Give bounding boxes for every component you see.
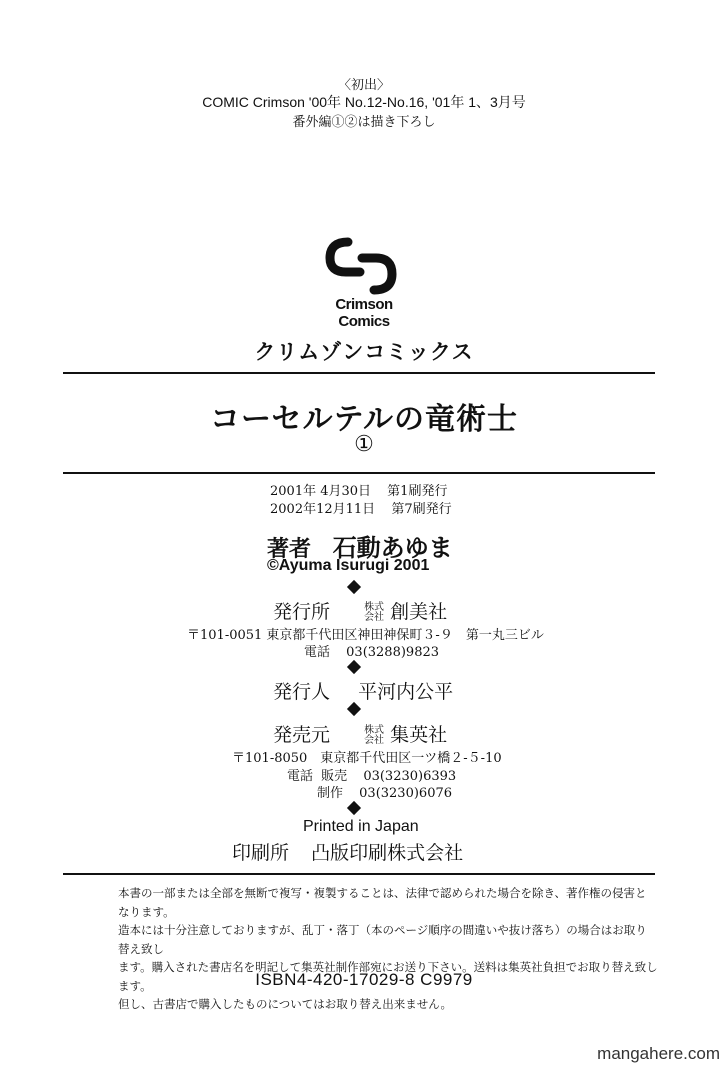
first-pub-line: COMIC Crimson '00年 No.12-No.16, '01年 1、3月号 <box>202 94 526 110</box>
printer-label: 印刷所 <box>232 842 290 864</box>
logo-line-crimson: Crimson <box>335 296 393 313</box>
phone-label: 電話 <box>304 645 331 660</box>
legal-line: 但し、古書店で購入したものについてはお取り替え出来ません。 <box>118 997 452 1011</box>
copyright: ©Ayuma Isurugi 2001 <box>267 557 430 574</box>
print-edition: 第1刷発行 <box>387 484 448 499</box>
distributor-production-row <box>317 782 452 801</box>
production-label: 制作 <box>317 786 344 801</box>
divider <box>63 372 655 374</box>
logo-line-comics: Comics <box>338 313 390 330</box>
diamond-separator <box>347 801 361 815</box>
watermark: mangahere.com <box>597 1044 720 1063</box>
distributor-name: 集英社 <box>390 724 448 746</box>
legal-notice <box>118 884 658 1014</box>
publisher-name: 創美社 <box>390 601 448 623</box>
issuer-label: 発行人 <box>273 681 331 703</box>
issuer-row <box>273 677 453 704</box>
diamond-separator <box>347 580 361 594</box>
distributor-row <box>273 720 447 747</box>
printed-in-japan: Printed in Japan <box>303 818 419 835</box>
legal-line: 本書の一部または全部を無断で複写・複製することは、法律で認められた場合を除き、著作権の侵害となります。 <box>118 886 647 919</box>
distributor-address: 〒101-8050 東京都千代田区一ツ橋２-５-10 <box>232 751 502 766</box>
phone-label: 電話 <box>287 769 314 784</box>
publisher-phone: 03(3288)9823 <box>346 645 440 660</box>
publisher-label: 発行所 <box>273 601 331 623</box>
first-pub-heading: 〈初出〉 <box>337 78 390 93</box>
issuer-name: 平河内公平 <box>358 681 454 703</box>
distributor-label: 発売元 <box>273 724 331 746</box>
production-phone: 03(3230)6076 <box>359 786 453 801</box>
printer-name: 凸版印刷株式会社 <box>311 842 464 864</box>
isbn: ISBN4-420-17029-8 C9979 <box>255 970 473 989</box>
divider <box>63 873 655 875</box>
legal-line: 造本には十分注意しておりますが、乱丁・落丁（本のページ順序の間違いや抜け落ち）の場合はお取り替え致し <box>118 923 647 956</box>
legal-line: ます。購入された書店名を明記して集英社制作部宛にお送り下さい。送料は集英社負担でお取り替え致します。 <box>118 960 658 993</box>
publisher-phone-row <box>304 641 439 660</box>
divider <box>63 472 655 474</box>
kabushiki-kaisha: 株式 会社 <box>364 602 385 623</box>
diamond-separator <box>347 702 361 716</box>
book-title: コーセルテルの竜術士 <box>210 402 518 437</box>
printer-row <box>232 838 463 865</box>
print-history-row <box>270 498 452 517</box>
print-date: 2002年12月11日 <box>270 502 376 517</box>
print-date: 2001年 4月30日 <box>270 484 372 499</box>
publisher-row <box>273 597 447 624</box>
author-name: 石動あゆま <box>332 533 453 562</box>
author-label: 著者 <box>267 536 312 562</box>
sales-phone: 03(3230)6393 <box>363 769 457 784</box>
publisher-address: 〒101-0051 東京都千代田区神田神保町３-９ 第一丸三ビル <box>187 628 544 643</box>
volume-number: ① <box>354 432 374 457</box>
crimson-comics-logo <box>310 232 430 302</box>
diamond-separator <box>347 660 361 674</box>
kabushiki-kaisha: 株式 会社 <box>364 725 385 746</box>
print-edition: 第7刷発行 <box>391 502 452 517</box>
sales-label: 販売 <box>321 769 348 784</box>
imprint-label: クリムゾンコミックス <box>254 339 474 364</box>
print-history-row <box>270 480 447 499</box>
first-pub-note: 番外編①②は描き下ろし <box>292 115 436 130</box>
